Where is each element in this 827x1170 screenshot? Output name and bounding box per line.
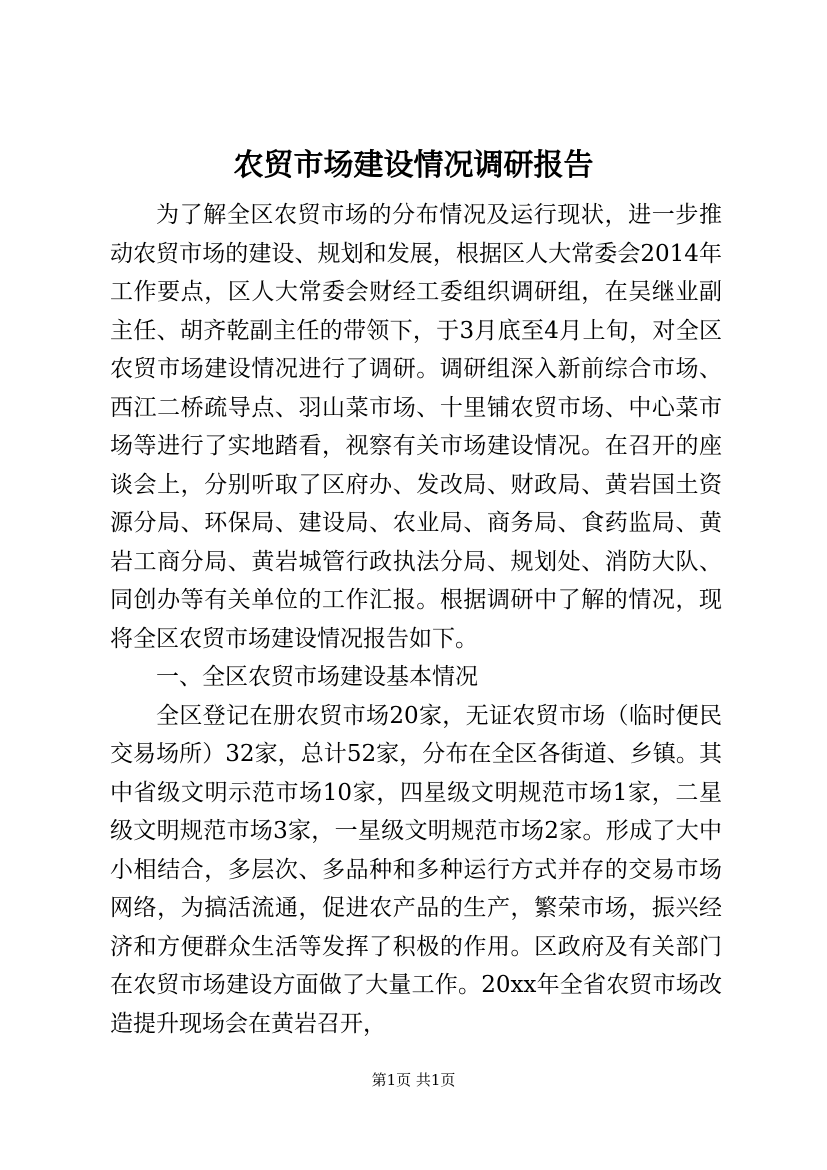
intro-paragraph: 为了解全区农贸市场的分布情况及运行现状，进一步推动农贸市场的建设、规划和发展，根据区人大常委会2014年工作要点，区人大常委会财经工委组织调研组，在吴继业副主任、胡齐乾副主任的带领下，于3月底至4月上旬，对全区农贸市场建设情况进行了调研。调研组深入新前综合市场、西江二桥疏导点、羽山菜市场、十里铺农贸市场、中心菜市场等进行了实地踏看，视察有关市场建设情况。在召开的座谈会上，分别听取了区府办、发改局、财政局、黄岩国土资源分局、环保局、建设局、农业局、商务局、食药监局、黄岩工商分局、黄岩城管行政执法分局、规划处、消防大队、同创办等有关单位的工作汇报。根据调研中了解的情况，现将全区农贸市场建设情况报告如下。 xyxy=(110,202,722,652)
section-heading: 一、全区农贸市场建设基本情况 xyxy=(156,664,478,690)
section-paragraph: 全区登记在册农贸市场20家，无证农贸市场（临时便民交易场所）32家，总计52家，分布在全区各街道、乡镇。其中省级文明示范市场10家，四星级文明规范市场1家，二星级文明规范市场3家，一星级文明规范市场2家。形成了大中小相结合，多层次、多品种和多种运行方式并存的交易市场网络，为搞活流通，促进农产品的生产，繁荣市场，振兴经济和方便群众生活等发挥了积极的作用。区政府及有关部门在农贸市场建设方面做了大量工作。20xx年全省农贸市场改造提升现场会在黄岩召开， xyxy=(110,702,722,1037)
document-body xyxy=(110,196,722,1043)
page-footer: 第1页 共1页 xyxy=(371,1071,456,1089)
document-title: 农贸市场建设情况调研报告 xyxy=(233,148,594,183)
